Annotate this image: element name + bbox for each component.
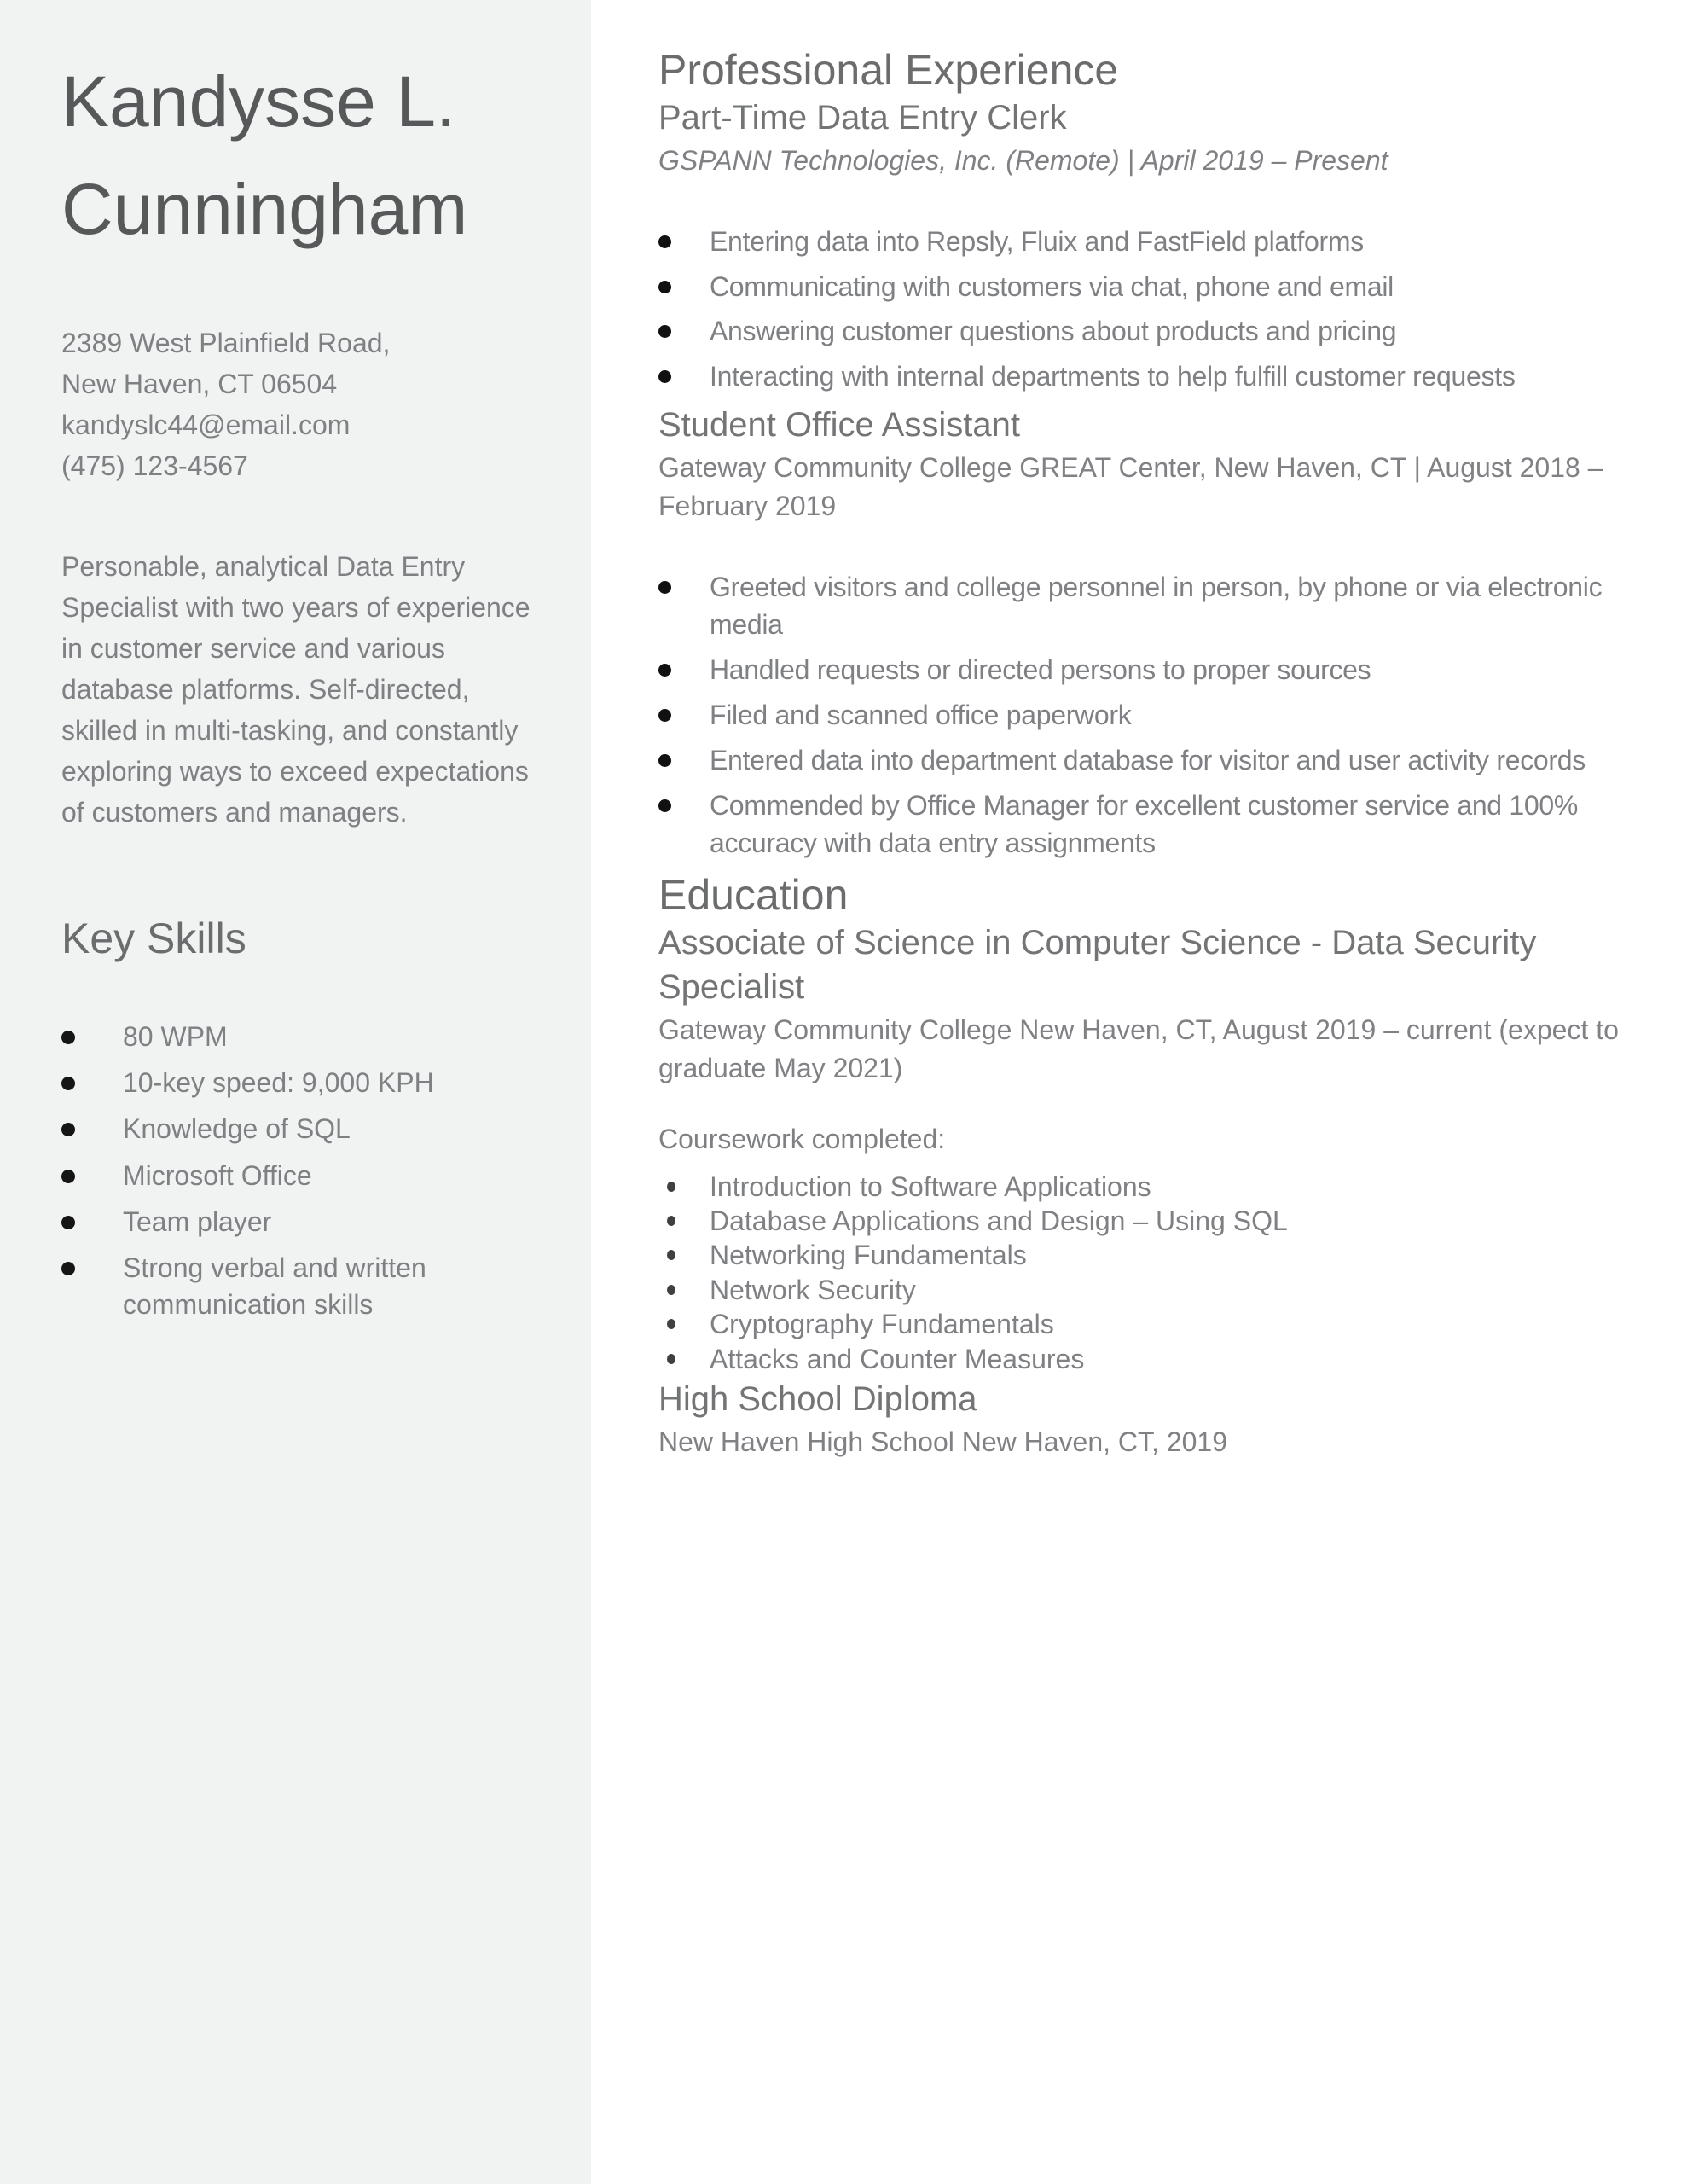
- high-school-meta: New Haven High School New Haven, CT, 2019: [658, 1426, 1227, 1457]
- bullet-icon: [658, 235, 671, 248]
- email-text: kandyslc44@email.com: [61, 410, 351, 440]
- skill-label: 10-key speed: 9,000 KPH: [123, 1067, 434, 1099]
- job-bullet: [658, 312, 1659, 351]
- job-bullet-text: Filed and scanned office paperwork: [710, 699, 1132, 730]
- skill-item: [61, 1019, 550, 1055]
- job-bullet: [658, 741, 1659, 780]
- main-column: [658, 0, 1659, 1461]
- job-bullet-list: [658, 223, 1659, 396]
- bullet-icon: [667, 1182, 675, 1192]
- bullet-icon: [61, 1031, 75, 1044]
- bullet-icon: [61, 1123, 75, 1136]
- course-label: Network Security: [710, 1274, 916, 1305]
- bullet-icon: [667, 1250, 675, 1260]
- job-bullet: [658, 357, 1659, 396]
- course-item: [667, 1239, 1659, 1271]
- bullet-icon: [61, 1216, 75, 1229]
- job-bullet-text: Entering data into Repsly, Fluix and FastField platforms: [710, 225, 1364, 257]
- skill-label: 80 WPM: [123, 1021, 228, 1052]
- candidate-name: [61, 48, 550, 263]
- bullet-icon: [658, 325, 671, 338]
- sidebar: [0, 0, 591, 2184]
- bullet-icon: [658, 581, 671, 594]
- skill-label: Strong verbal and written communication skills: [123, 1252, 426, 1321]
- course-item: [667, 1343, 1659, 1375]
- job-bullet-text: Interacting with internal departments to help fulfill customer requests: [710, 361, 1516, 392]
- job-bullet: [658, 223, 1659, 261]
- skill-item: [61, 1111, 550, 1147]
- bullet-icon: [61, 1077, 75, 1090]
- bullet-icon: [658, 754, 671, 767]
- bullet-icon: [667, 1216, 675, 1226]
- course-label: Networking Fundamentals: [710, 1240, 1027, 1271]
- skill-item: [61, 1250, 550, 1323]
- skill-label: Microsoft Office: [123, 1159, 312, 1191]
- skill-label: Knowledge of SQL: [123, 1113, 351, 1145]
- coursework-list: [658, 1170, 1659, 1375]
- bullet-icon: [61, 1262, 75, 1275]
- bullet-icon: [658, 370, 671, 383]
- job-meta: Gateway Community College GREAT Center, New Haven, CT | August 2018 – February 2019: [658, 451, 1603, 521]
- job-bullet: [658, 268, 1659, 306]
- job-bullet: [658, 696, 1659, 735]
- job-bullet-list: [658, 568, 1659, 863]
- job-bullet-text: Entered data into department database for visitor and user activity records: [710, 744, 1586, 775]
- course-item: [667, 1274, 1659, 1306]
- job-bullet-text: Answering customer questions about products and pricing: [710, 316, 1397, 347]
- skill-item: [61, 1204, 550, 1240]
- job-meta: GSPANN Technologies, Inc. (Remote) | April 2019 – Present: [658, 145, 1388, 176]
- bullet-icon: [667, 1285, 675, 1295]
- bullet-icon: [667, 1354, 675, 1364]
- course-item: [667, 1205, 1659, 1237]
- address-line-1: 2389 West Plainfield Road,: [61, 328, 391, 358]
- course-item: [667, 1170, 1659, 1203]
- key-skills-heading: Key Skills: [61, 915, 246, 962]
- bullet-icon: [667, 1319, 675, 1329]
- course-label: Introduction to Software Applications: [710, 1170, 1151, 1202]
- job-bullet-text: Handled requests or directed persons to proper sources: [710, 654, 1371, 686]
- name-line-1: Kandysse L.: [61, 61, 456, 142]
- name-line-2: Cunningham: [61, 169, 468, 249]
- bullet-icon: [658, 799, 671, 812]
- address-line-2: New Haven, CT 06504: [61, 369, 338, 399]
- course-label: Database Applications and Design – Using SQL: [710, 1205, 1288, 1236]
- job-bullet-text: Commended by Office Manager for excellent customer service and 100% accuracy with data entry assignments: [710, 789, 1579, 859]
- skill-label: Team player: [123, 1205, 272, 1237]
- education-heading: Education: [658, 871, 849, 920]
- bullet-icon: [658, 281, 671, 293]
- experience-heading: Professional Experience: [658, 46, 1119, 94]
- degree-meta: Gateway Community College New Haven, CT, August 2019 – current (expect to graduate May 2021): [658, 1014, 1619, 1083]
- degree-title: Associate of Science in Computer Science - Data Security Specialist: [658, 924, 1537, 1007]
- course-item: [667, 1308, 1659, 1340]
- job-bullet: [658, 787, 1659, 863]
- job-bullet-text: Greeted visitors and college personnel in person, by phone or via electronic media: [710, 571, 1603, 641]
- bullet-icon: [658, 664, 671, 677]
- job-bullet-text: Communicating with customers via chat, phone and email: [710, 270, 1394, 302]
- coursework-label: Coursework completed:: [658, 1123, 946, 1154]
- job-title: Student Office Assistant: [658, 405, 1020, 444]
- professional-summary: Personable, analytical Data Entry Specialist with two years of experience in customer service and various database platforms. Self-directed, skilled in multi-tasking, and constantly exploring ways to exceed expectations of customers and managers.: [61, 551, 530, 828]
- job-title: Part-Time Data Entry Clerk: [658, 99, 1067, 136]
- contact-block: [61, 322, 550, 486]
- skill-item: [61, 1065, 550, 1101]
- bullet-icon: [61, 1170, 75, 1183]
- course-label: Cryptography Fundamentals: [710, 1309, 1054, 1340]
- job-bullet: [658, 568, 1659, 645]
- key-skills-list: [61, 1019, 550, 1323]
- bullet-icon: [658, 709, 671, 722]
- phone-text: (475) 123-4567: [61, 450, 248, 481]
- high-school-title: High School Diploma: [658, 1380, 977, 1418]
- skill-item: [61, 1158, 550, 1194]
- job-bullet: [658, 651, 1659, 689]
- course-label: Attacks and Counter Measures: [710, 1343, 1085, 1374]
